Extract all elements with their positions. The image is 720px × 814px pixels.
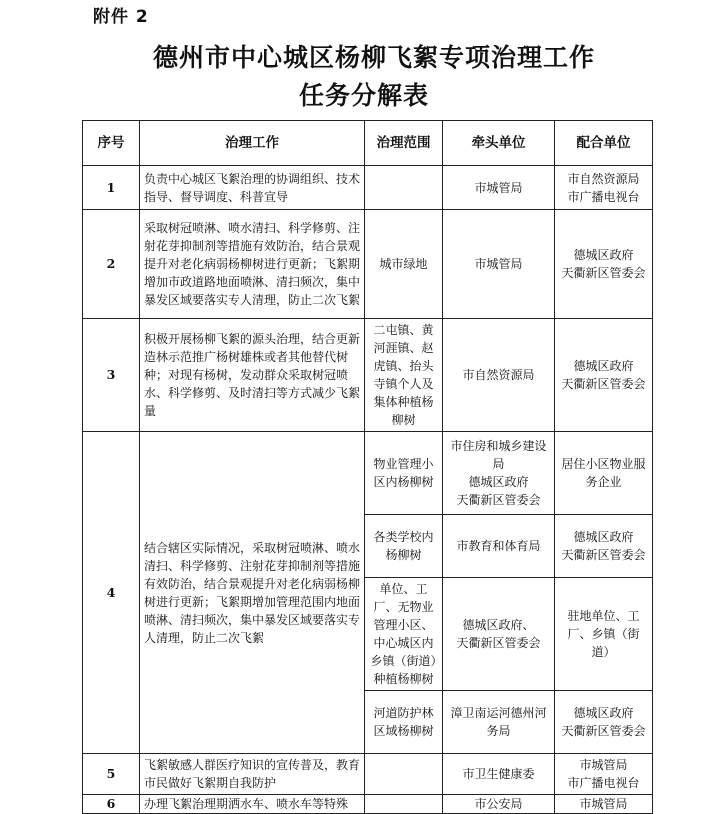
row-seq: 2 [83, 210, 140, 319]
document-title-line2: 任务分解表 [298, 81, 429, 110]
row-task: 积极开展杨柳飞絮的源头治理，结合更新造林示范推广杨树雄株或者其他替代树种；对现有杨树，发动群众采取树冠喷水、科学修剪、及时清扫等方式减少飞絮量 [140, 319, 365, 432]
row-lead: 漳卫南运河德州河务局 [443, 691, 555, 754]
row-seq: 4 [83, 432, 140, 754]
row-lead: 市教育和体育局 [443, 515, 555, 578]
row-scope: 二屯镇、黄河涯镇、赵虎镇、抬头寺镇个人及集体种植杨柳树 [365, 319, 443, 432]
row-support: 德城区政府 天衢新区管委会 [555, 515, 653, 578]
row-lead: 市卫生健康委 [443, 754, 555, 795]
table-row [83, 210, 653, 319]
table-row [83, 432, 653, 515]
row-lead: 市住房和城乡建设局 德城区政府 天衢新区管委会 [443, 432, 555, 515]
row-scope [365, 754, 443, 795]
header-scope: 治理范围 [365, 121, 443, 166]
row-seq: 5 [83, 754, 140, 795]
row-seq: 1 [83, 166, 140, 210]
row-task: 结合辖区实际情况，采取树冠喷淋、喷水清扫、科学修剪、注射花芽抑制剂等措施有效防治，结合景观提升对老化病弱杨柳树进行更新；飞絮期增加管理范围内地面喷淋、清扫频次，集中暴发区域要落实专人清理，防止二次飞絮 [140, 432, 365, 754]
row-support: 市城管局 [555, 795, 653, 814]
row-lead: 市公安局 [443, 795, 555, 814]
attachment-label: 附件 2 [93, 7, 149, 27]
row-lead: 市城管局 [443, 210, 555, 319]
row-scope: 河道防护林区域杨柳树 [365, 691, 443, 754]
row-support: 居住小区物业服务企业 [555, 432, 653, 515]
row-task: 办理飞絮治理期洒水车、喷水车等特殊 [140, 795, 365, 814]
header-support: 配合单位 [555, 121, 653, 166]
row-scope: 单位、工厂、无物业管理小区、中心城区内乡镇（街道）种植杨柳树 [365, 578, 443, 691]
row-support: 市自然资源局 市广播电视台 [555, 166, 653, 210]
row-seq: 6 [83, 795, 140, 814]
row-lead: 德城区政府、 天衢新区管委会 [443, 578, 555, 691]
row-task: 采取树冠喷淋、喷水清扫、科学修剪、注射花芽抑制剂等措施有效防治，结合景观提升对老化病弱杨柳树进行更新；飞絮期增加市政道路地面喷淋、清扫频次，集中暴发区域要落实专人清理，防止二次飞絮 [140, 210, 365, 319]
row-support: 市城管局 市广播电视台 [555, 754, 653, 795]
row-scope [365, 795, 443, 814]
table-row [83, 166, 653, 210]
row-lead: 市城管局 [443, 166, 555, 210]
row-support: 德城区政府 天衢新区管委会 [555, 319, 653, 432]
table-row [83, 795, 653, 814]
row-task: 负责中心城区飞絮治理的协调组织、技术指导、督导调度、科普宣导 [140, 166, 365, 210]
header-task: 治理工作 [140, 121, 365, 166]
row-task: 飞絮敏感人群医疗知识的宣传普及，教育市民做好飞絮期自我防护 [140, 754, 365, 795]
document-title-line1: 德州市中心城区杨柳飞絮专项治理工作 [152, 43, 595, 72]
row-seq: 3 [83, 319, 140, 432]
row-lead: 市自然资源局 [443, 319, 555, 432]
table-row [83, 754, 653, 795]
row-support: 驻地单位、工厂、乡镇（街道） [555, 578, 653, 691]
row-support: 德城区政府 天衢新区管委会 [555, 210, 653, 319]
header-lead: 牵头单位 [443, 121, 555, 166]
row-scope: 城市绿地 [365, 210, 443, 319]
row-scope: 各类学校内杨柳树 [365, 515, 443, 578]
row-scope [365, 166, 443, 210]
table-row [83, 319, 653, 432]
header-row [83, 121, 653, 166]
row-scope: 物业管理小区内杨柳树 [365, 432, 443, 515]
header-seq: 序号 [83, 121, 140, 166]
task-table [82, 120, 653, 814]
row-support: 德城区政府 天衢新区管委会 [555, 691, 653, 754]
